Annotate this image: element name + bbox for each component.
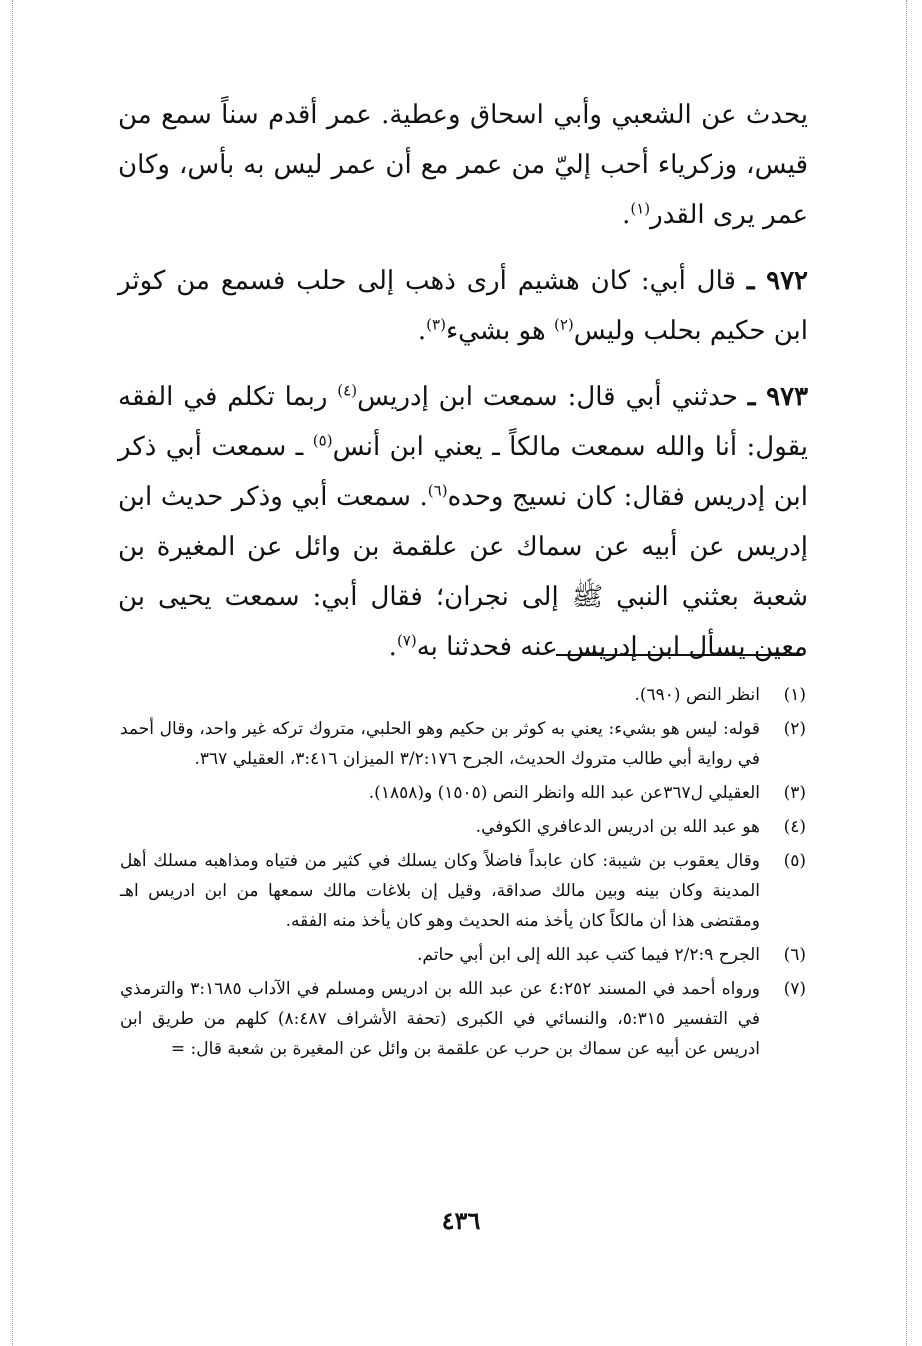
footnote-text: ورواه أحمد في المسند ٤:٢٥٢ عن عبد الله بن ادريس ومسلم في الآداب ٣:١٦٨٥ والترمذي في التفسير ٥:٣١٥، والنسائي في الكبرى (تحفة الأشراف ٨:٤٨٧) كلهم من طريق ابن ادريس عن أبيه عن سماك بن حرب عن علقمة بن وائل عن المغيرة بن شعبة قال: =	[120, 979, 761, 1059]
footnote-text: العقيلي ل٣٦٧عن عبد الله وانظر النص (١٥٠٥) و(١٨٥٨).	[368, 783, 760, 803]
footnote-ref-6[interactable]: (٦)	[427, 481, 448, 500]
entry-number: ٩٧٢ ـ	[746, 266, 809, 296]
footnote-2	[120, 714, 806, 774]
footnote-text: هو عبد الله بن ادريس الدعافري الكوفي.	[475, 817, 760, 837]
footnote-3	[120, 778, 806, 808]
footnote-ref-5[interactable]: (٥)	[312, 431, 333, 450]
paragraph-973: ٩٧٣ ـ حدثني أبي قال: سمعت ابن إدريس$^{(٤)}$ ربما تكلم في الفقه يقول: أنا والله سمعت مالكاً ـ يعني ابن أنس$^{(٥)}$ ـ سمعت أبي ذكر ابن إدريس فقال: كان نسيج وحده$^{(٦)}$. سمعت أبي وذكر حديث ابن إدريس عن أبيه عن سماك عن علقمة بن وائل عن المغيرة بن شعبة بعثني النبي ﷺ إلى نجران؛ فقال أبي: سمعت يحيى بن معين يسأل ابن إدريس عنه فحدثنا به$^{(٧)}$.	[118, 381, 809, 662]
footnote-text: وقال يعقوب بن شيبة: كان عابداً فاضلاً وكان يسلك في كثير من فتياه ومذاهبه مسلك أهل المدينة وكان بينه وبين مالك صداقة، وقيل إن بلاغات مالك سمعها من ابن ادريس اهـ ومقتضى هذا أن مالكاً كان يأخذ منه الحديث وهو كان يأخذ منه الفقه.	[120, 851, 760, 931]
footnote-mark: (٧)	[783, 979, 806, 999]
page-edge-right	[906, 0, 907, 1346]
footnote-mark: (٥)	[783, 851, 806, 871]
footnote-mark: (٣)	[783, 783, 806, 803]
footnote-mark: (٢)	[783, 719, 806, 739]
footnote-mark: (٦)	[783, 945, 806, 965]
footnote-ref-4[interactable]: (٤)	[337, 381, 358, 400]
footnote-ref-1[interactable]: (١)	[630, 199, 651, 218]
footnote-7	[120, 974, 806, 1064]
footnotes	[120, 680, 806, 1068]
footnote-separator	[556, 654, 802, 656]
footnote-mark: (١)	[783, 685, 806, 705]
footnote-ref-7[interactable]: (٧)	[396, 631, 417, 650]
entry-number: ٩٧٣ ـ	[747, 382, 809, 412]
footnote-text: الجرح ٢/٢:٩ فيما كتب عبد الله إلى ابن أبي حاتم.	[417, 945, 760, 965]
footnote-4	[120, 812, 806, 842]
footnote-6	[120, 940, 806, 970]
footnote-ref-3[interactable]: (٣)	[426, 315, 446, 334]
footnote-text: قوله: ليس هو بشيء: يعني به كوثر بن حكيم وهو الحلبي، متروك تركه غير واحد، وقال أحمد في رواية أبي طالب متروك الحديث، الجرح ٣/٢:١٧٦ الميزان ٣:٤١٦، العقيلي ٣٦٧.	[120, 719, 760, 769]
footnote-5	[120, 846, 806, 936]
footnote-ref-2[interactable]: (٢)	[553, 315, 574, 334]
page-number: ٤٣٦	[441, 1206, 481, 1235]
footnote-text: انظر النص (٦٩٠).	[634, 685, 760, 705]
footnote-mark: (٤)	[783, 817, 806, 837]
main-text	[118, 90, 808, 688]
paragraph-1: يحدث عن الشعبي وأبي اسحاق وعطية. عمر أقدم سناً سمع من قيس، وزكرياء أحب إليّ من عمر مع أن عمر ليس به بأس، وكان عمر يرى القدر$^{(١)}$.	[118, 100, 808, 230]
footnote-1	[120, 680, 806, 710]
paragraph-972: ٩٧٢ ـ قال أبي: كان هشيم أرى ذهب إلى حلب فسمع من كوثر ابن حكيم بحلب وليس$^{(٢)}$ هو بشيء$^{(٣)}$.	[118, 266, 809, 346]
page-edge-left	[12, 0, 13, 1346]
